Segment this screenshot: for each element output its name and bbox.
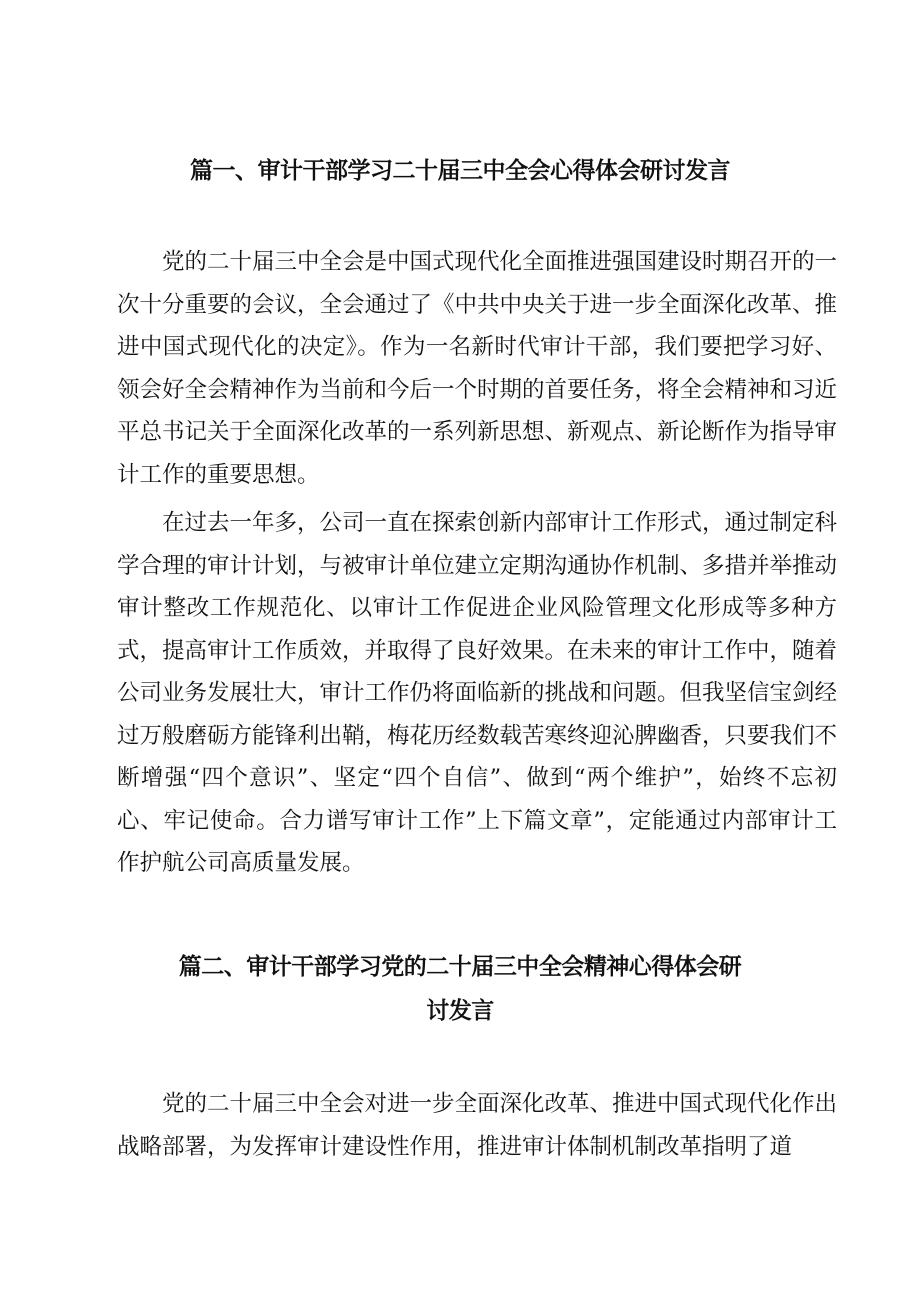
section1-paragraph-1: 党的二十届三中全会是中国式现代化全面推进强国建设时期召开的一次十分重要的会议，全会通过了《中共中央关于进一步全面深化改革、推进中国式现代化的决定》。作为一名新时代审计干部，我们要把学习好、领会好全会精神作为当前和今后一个时期的首要任务，将全会精神和习近平总书记关于全面深化改革的一系列新思想、新观点、新论断作为指导审计工作的重要思想。: [117, 249, 838, 488]
section2-title-line1: 篇二、审计干部学习党的二十届三中全会精神心得体会研: [178, 954, 742, 980]
section2-title-line2: 讨发言: [426, 998, 494, 1024]
section2-paragraph-1: 党的二十届三中全会对进一步全面深化改革、推进中国式现代化作出战略部署，为发挥审计建设性作用，推进审计体制机制改革指明了道: [117, 1091, 838, 1160]
section1-title: 篇一、审计干部学习二十届三中全会心得体会研讨发言: [190, 158, 730, 184]
section1-paragraph-2: 在过去一年多，公司一直在探索创新内部审计工作形式，通过制定科学合理的审计计划，与被审计单位建立定期沟通协作机制、多措并举推动审计整改工作规范化、以审计工作促进企业风险管理文化形成等多种方式，提高审计工作质效，并取得了良好效果。在未来的审计工作中，随着公司业务发展壮大，审计工作仍将面临新的挑战和问题。但我坚信宝剑经过万般磨砺方能锋利出鞘，梅花历经数载苦寒终迎沁脾幽香，只要我们不断增强“四个意识”、坚定“四个自信”、做到“两个维护”，始终不忘初心、牢记使命。合力谱写审计工作”上下篇文章”，定能通过内部审计工作护航公司高质量发展。: [117, 510, 838, 876]
